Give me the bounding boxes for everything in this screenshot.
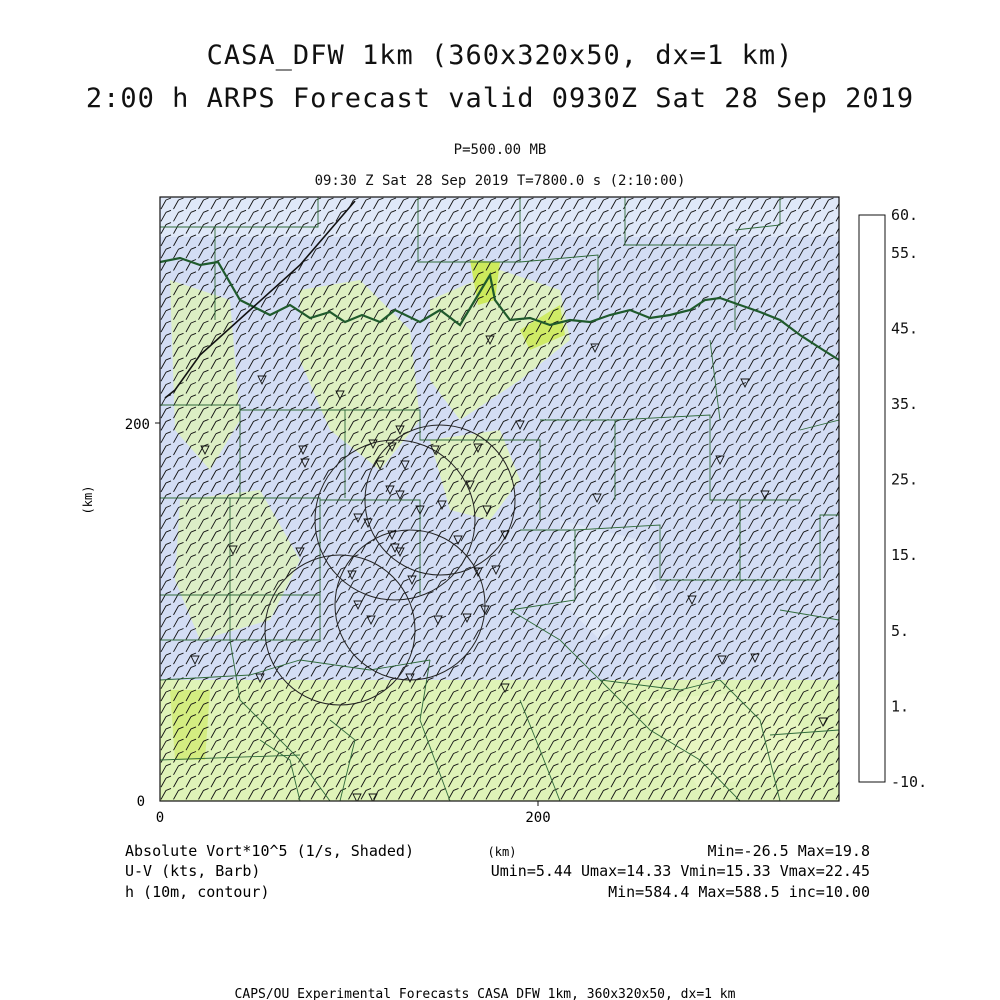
y-tick-label: 200 — [124, 417, 150, 433]
pressure-level-label: P=500.00 MB — [453, 142, 547, 158]
x-axis-label: (km) — [487, 845, 517, 859]
legend-stats-vorticity: Min=-26.5 Max=19.8 — [707, 842, 870, 860]
colorbar — [859, 206, 927, 791]
colorbar-label: 35. — [891, 395, 919, 413]
title-line-2: 2:00 h ARPS Forecast valid 0930Z Sat 28 Sep 2019 — [85, 83, 915, 114]
legend-stats-height: Min=584.4 Max=588.5 inc=10.00 — [608, 883, 870, 901]
colorbar-label: 45. — [891, 319, 919, 338]
legend-field-vorticity: Absolute Vort*10^5 (1/s, Shaded) — [125, 842, 414, 860]
colorbar-label: 60. — [891, 206, 919, 224]
y-axis-label: (km) — [81, 485, 95, 515]
valid-time-label: 09:30 Z Sat 28 Sep 2019 T=7800.0 s (2:10:00) — [314, 173, 686, 189]
colorbar-frame — [859, 215, 885, 782]
colorbar-label: 55. — [891, 243, 919, 262]
legend-field-height: h (10m, contour) — [125, 883, 270, 901]
x-tick-label: 0 — [155, 810, 165, 826]
colorbar-label: 25. — [891, 470, 919, 489]
legend-stats-wind: Umin=5.44 Umax=14.33 Vmin=15.33 Vmax=22.45 — [490, 862, 870, 880]
colorbar-label: 1. — [891, 697, 910, 716]
title-line-1: CASA_DFW 1km (360x320x50, dx=1 km) — [206, 40, 794, 71]
colorbar-label: 5. — [891, 621, 910, 640]
shade-peak-southwest — [170, 690, 210, 760]
y-tick-label: 0 — [136, 794, 145, 810]
footer-credit: CAPS/OU Experimental Forecasts CASA DFW 1km, 360x320x50, dx=1 km — [234, 987, 736, 1000]
x-tick-label: 200 — [525, 810, 551, 826]
colorbar-label: -10. — [891, 773, 928, 791]
colorbar-label: 15. — [891, 546, 919, 565]
legend-field-wind: U-V (kts, Barb) — [125, 862, 261, 880]
